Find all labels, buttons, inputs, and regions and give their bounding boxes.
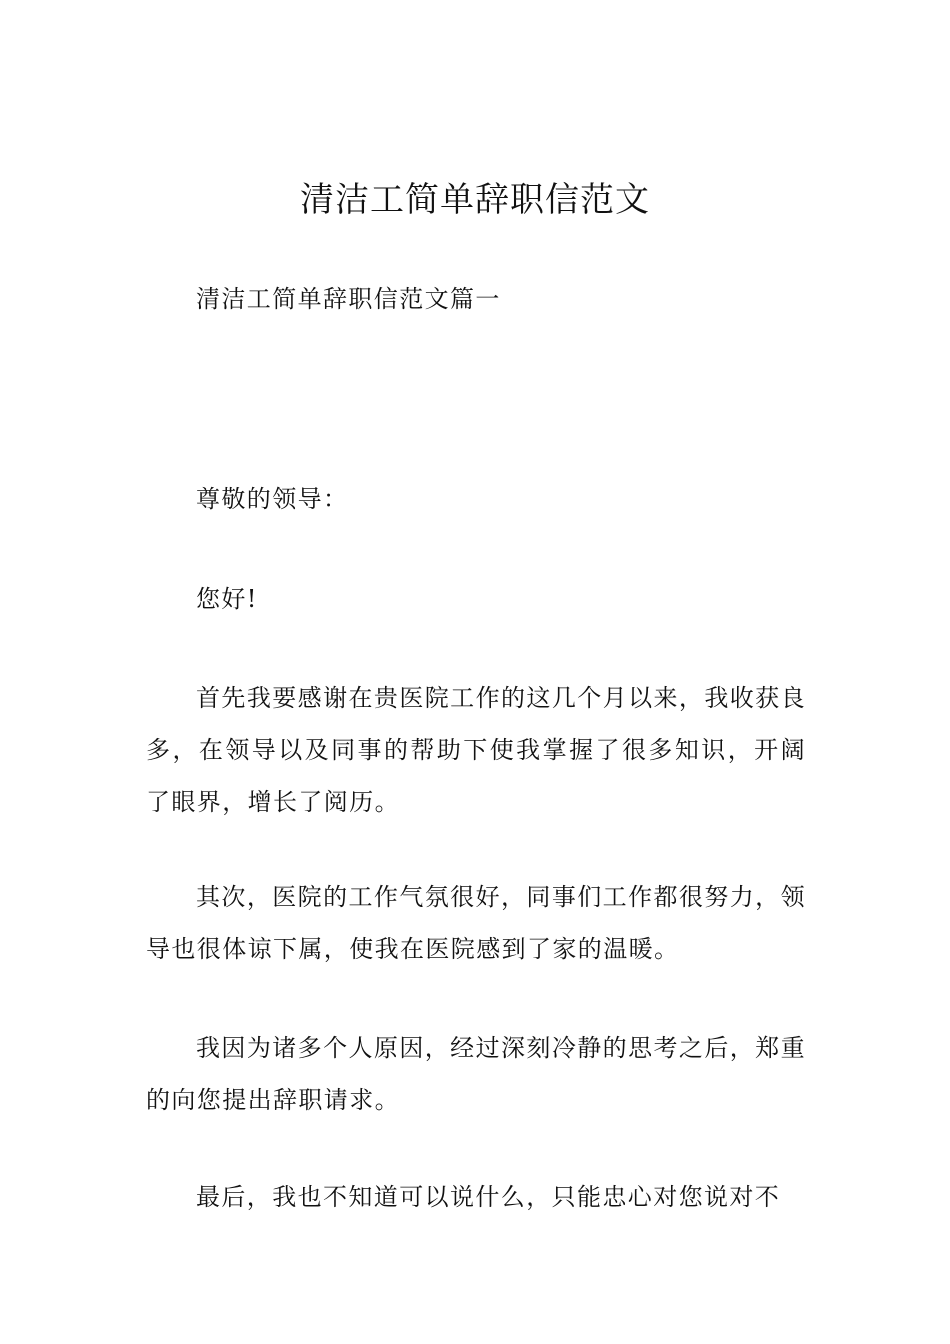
letter-greeting: 您好! [196, 585, 258, 613]
body-paragraph: 最后，我也不知道可以说什么，只能忠心对您说对不 [196, 1183, 781, 1211]
section-heading: 清洁工简单辞职信范文篇一 [196, 285, 501, 313]
letter-salutation: 尊敬的领导： [196, 485, 349, 513]
body-paragraph: 我因为诸多个人原因，经过深刻冷静的思考之后，郑重的向您提出辞职请求。 [146, 1034, 806, 1114]
body-paragraph: 首先我要感谢在贵医院工作的这几个月以来，我收获良多，在领导以及同事的帮助下使我掌握了很多知识，开阔了眼界，增长了阅历。 [146, 684, 806, 816]
document-title: 清洁工简单辞职信范文 [300, 180, 650, 220]
body-paragraph: 其次，医院的工作气氛很好，同事们工作都很努力，领导也很体谅下属，使我在医院感到了家的温暖。 [146, 883, 806, 963]
